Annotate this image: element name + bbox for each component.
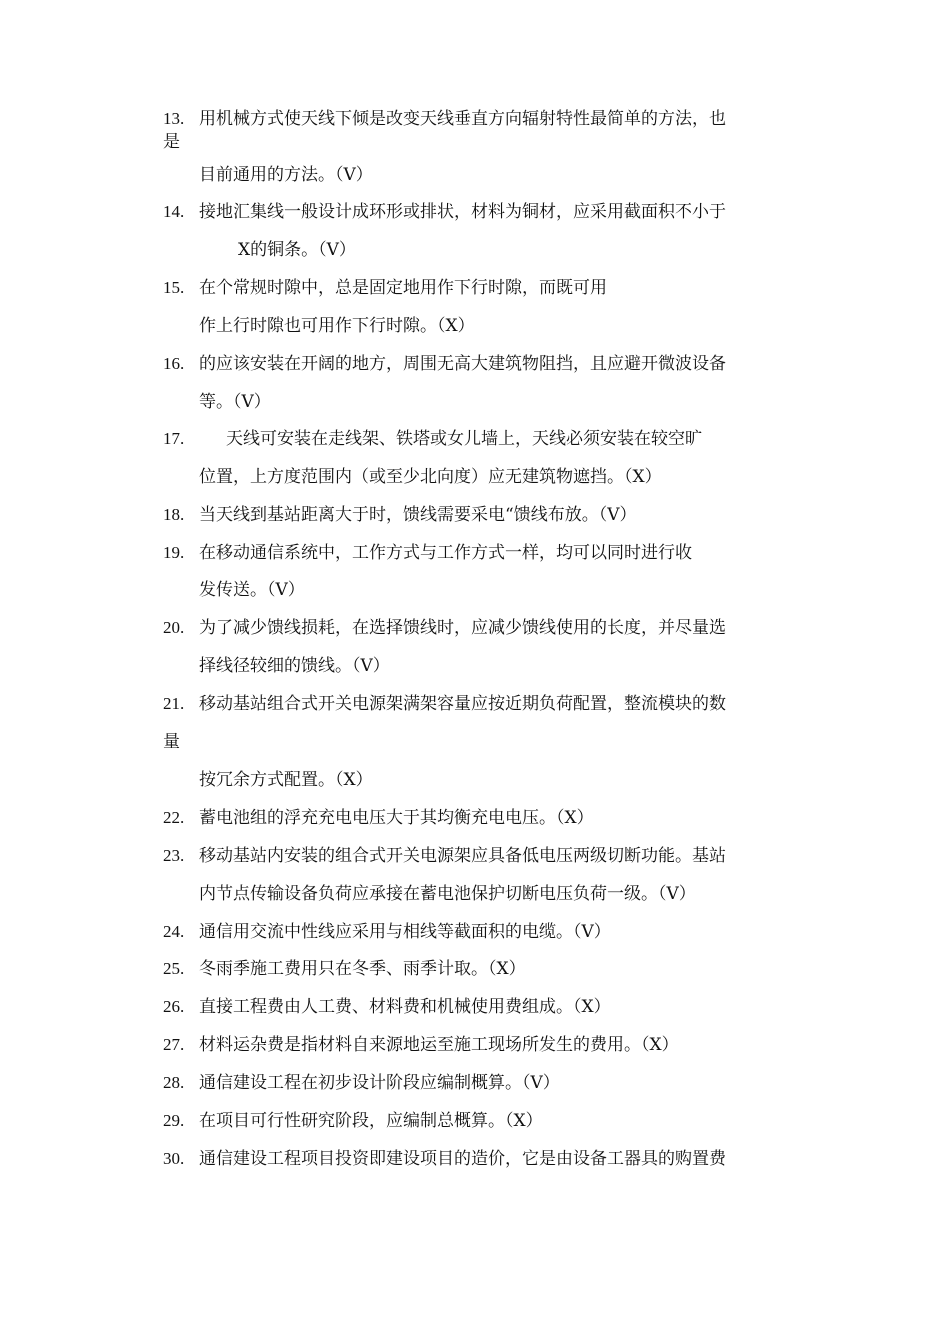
item-text: 通信用交流中性线应采用与相线等截面积的电缆。（V） — [199, 922, 611, 942]
item-text: 在移动通信系统中，工作方式与工作方式一样，均可以同时进行收 — [199, 543, 692, 563]
item-number: 29. — [163, 1111, 185, 1130]
item-text: 发传送。（V） — [199, 580, 305, 600]
item-number: 19. — [163, 543, 185, 562]
item-number: 13. — [163, 109, 185, 128]
item-text: 冬雨季施工费用只在冬季、雨季计取。（X） — [199, 959, 526, 979]
item-text: 移动基站内安装的组合式开关电源架应具备低电压两级切断功能。基站 — [199, 846, 726, 866]
item-text: 的应该安装在开阔的地方，周围无高大建筑物阻挡，且应避开微波设备 — [199, 354, 726, 374]
item-number: 20. — [163, 618, 185, 637]
item-text: 按冗余方式配置。（X） — [199, 770, 373, 790]
item-text: 是 — [163, 132, 180, 152]
item-number: 25. — [163, 959, 185, 978]
item-number: 15. — [163, 278, 185, 297]
item-text: 天线可安装在走线架、铁塔或女儿墙上，天线必须安装在较空旷 — [226, 429, 702, 449]
item-text: 作上行时隙也可用作下行时隙。（X） — [199, 316, 475, 336]
item-number: 30. — [163, 1149, 185, 1168]
item-text: 在项目可行性研究阶段，应编制总概算。（X） — [199, 1111, 543, 1131]
item-text: 材料运杂费是指材料自来源地运至施工现场所发生的费用。（X） — [199, 1035, 679, 1055]
item-number: 22. — [163, 808, 185, 827]
item-text: 位置，上方度范围内（或至少北向度）应无建筑物遮挡。（X） — [199, 467, 662, 487]
item-number: 23. — [163, 846, 185, 865]
item-text: 内节点传输设备负荷应承接在蓄电池保护切断电压负荷一级。（V） — [199, 884, 696, 904]
item-text: 用机械方式使天线下倾是改变天线垂直方向辐射特性最简单的方法，也 — [199, 109, 726, 129]
item-number: 16. — [163, 354, 185, 373]
item-text: X的铜条。（V） — [238, 240, 356, 260]
item-number: 21. — [163, 694, 185, 713]
item-text: 目前通用的方法。（V） — [199, 165, 373, 185]
item-text: 等。（V） — [199, 392, 271, 412]
item-number: 26. — [163, 997, 185, 1016]
item-text: 移动基站组合式开关电源架满架容量应按近期负荷配置，整流模块的数 — [199, 694, 726, 714]
item-number: 27. — [163, 1035, 185, 1054]
item-text: 量 — [163, 732, 180, 752]
item-number: 24. — [163, 922, 185, 941]
item-number: 17. — [163, 429, 185, 448]
item-text: 择线径较细的馈线。（V） — [199, 656, 390, 676]
item-text: 通信建设工程项目投资即建设项目的造价，它是由设备工器具的购置费 — [199, 1149, 726, 1169]
item-number: 28. — [163, 1073, 185, 1092]
item-text: 接地汇集线一般设计成环形或排状，材料为铜材，应采用截面积不小于 — [199, 202, 726, 222]
item-text: 为了减少馈线损耗，在选择馈线时，应减少馈线使用的长度，并尽量选 — [199, 618, 726, 638]
item-text: 在个常规时隙中，总是固定地用作下行时隙，而既可用 — [199, 278, 607, 298]
item-number: 14. — [163, 202, 185, 221]
item-text: 当天线到基站距离大于时，馈线需要采电“馈线布放。（V） — [199, 505, 637, 525]
item-number: 18. — [163, 505, 185, 524]
item-text: 直接工程费由人工费、材料费和机械使用费组成。（X） — [199, 997, 611, 1017]
item-text: 通信建设工程在初步设计阶段应编制概算。（V） — [199, 1073, 560, 1093]
item-text: 蓄电池组的浮充充电电压大于其均衡充电电压。（X） — [199, 808, 594, 828]
